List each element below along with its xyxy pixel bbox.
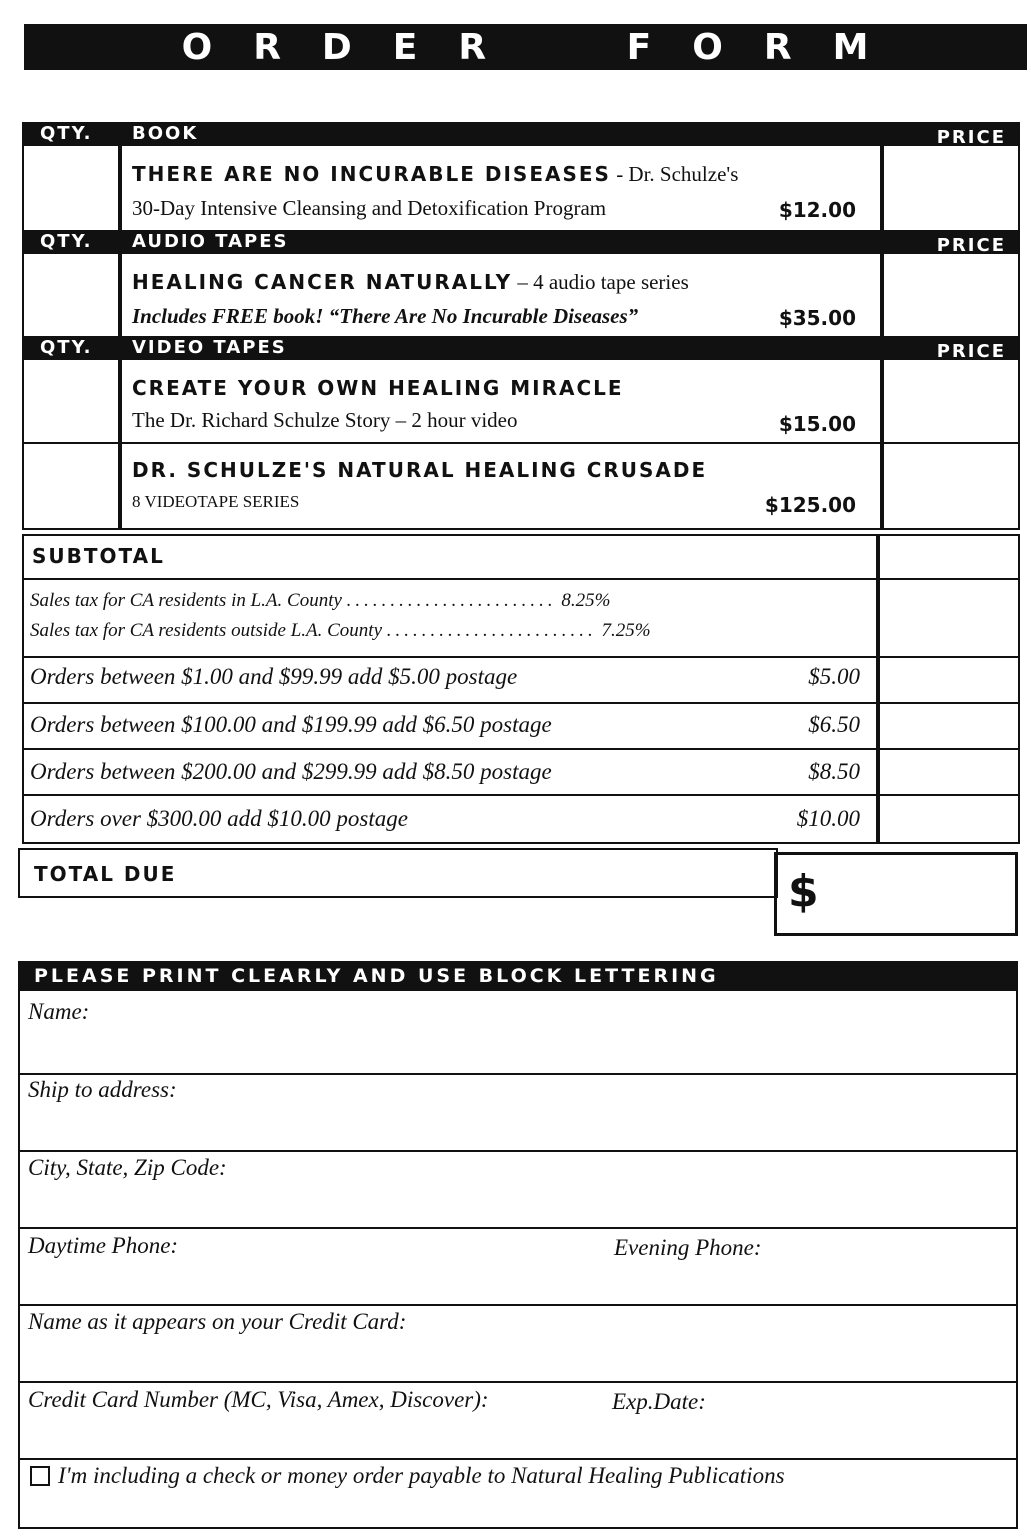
divider: [20, 1073, 1016, 1075]
tax-outside: Sales tax for CA residents outside L.A. County ........................ 7.25%: [30, 620, 651, 641]
qty-label: QTY.: [40, 231, 93, 252]
dollar-sign: $: [788, 866, 819, 917]
category-label: AUDIO TAPES: [132, 231, 289, 252]
audio-header: [22, 230, 1020, 254]
shipping-option: Orders between $200.00 and $299.99 add $8.50 postage $8.50: [30, 759, 860, 784]
check-payment-label: I'm including a check or money order payable to Natural Healing Publications: [58, 1463, 785, 1488]
qty-field-video2[interactable]: [22, 442, 122, 530]
item-desc: Includes FREE book! “There Are No Incurable Diseases”: [132, 304, 639, 328]
divider: [20, 1458, 1016, 1460]
divider: [20, 1381, 1016, 1383]
shipping-field[interactable]: [876, 794, 1020, 844]
item-price: $35.00: [778, 306, 856, 330]
customer-header-text: PLEASE PRINT CLEARLY AND USE BLOCK LETTERING: [34, 965, 719, 987]
shipping-field[interactable]: [876, 656, 1020, 704]
order-table: [22, 122, 1020, 917]
shipping-option: Orders over $300.00 add $10.00 postage $10.00: [30, 806, 860, 831]
item-desc: 8 VIDEOTAPE SERIES: [132, 492, 300, 511]
item-price: $125.00: [764, 493, 856, 517]
customer-header: [20, 963, 1016, 991]
item-desc: 30-Day Intensive Cleansing and Detoxification Program: [132, 196, 607, 220]
tax-field[interactable]: [876, 578, 1020, 658]
divider: [20, 1227, 1016, 1229]
total-label: TOTAL DUE: [34, 862, 177, 886]
price-label: PRICE: [936, 341, 1006, 362]
item-price: $15.00: [778, 412, 856, 436]
item-title: HEALING CANCER NATURALLY – 4 audio tape series: [132, 270, 689, 294]
qty-field-video1[interactable]: [22, 358, 122, 444]
address-field[interactable]: Ship to address:: [28, 1077, 177, 1102]
subtotal-label: SUBTOTAL: [32, 544, 165, 568]
exp-date-field[interactable]: Exp.Date:: [612, 1389, 706, 1414]
page-title: ORDER FORM: [181, 26, 910, 68]
video-header: [22, 336, 1020, 360]
qty-label: QTY.: [40, 123, 93, 144]
price-field-book[interactable]: [880, 144, 1020, 232]
subtotal-field[interactable]: [876, 534, 1020, 580]
price-field-video2[interactable]: [880, 442, 1020, 530]
item-title: CREATE YOUR OWN HEALING MIRACLE: [132, 376, 624, 400]
qty-field-audio[interactable]: [22, 252, 122, 338]
price-label: PRICE: [936, 127, 1006, 148]
price-field-video1[interactable]: [880, 358, 1020, 444]
price-label: PRICE: [936, 235, 1006, 256]
category-label: VIDEO TAPES: [132, 337, 287, 358]
book-header: [22, 122, 1020, 146]
evening-phone-field[interactable]: Evening Phone:: [614, 1235, 762, 1260]
qty-field-book[interactable]: [22, 144, 122, 232]
item-title: THERE ARE NO INCURABLE DISEASES - Dr. Schulze's: [132, 162, 739, 186]
daytime-phone-field[interactable]: Daytime Phone:: [28, 1233, 179, 1258]
shipping-field[interactable]: [876, 702, 1020, 750]
divider: [20, 1304, 1016, 1306]
name-field[interactable]: Name:: [28, 999, 90, 1024]
category-label: BOOK: [132, 123, 199, 144]
item-desc: The Dr. Richard Schulze Story – 2 hour video: [132, 408, 518, 432]
qty-label: QTY.: [40, 337, 93, 358]
card-name-field[interactable]: Name as it appears on your Credit Card:: [28, 1309, 407, 1334]
check-payment-checkbox[interactable]: [30, 1466, 50, 1486]
shipping-option: Orders between $100.00 and $199.99 add $6.50 postage $6.50: [30, 712, 860, 737]
shipping-field[interactable]: [876, 748, 1020, 796]
item-title: DR. SCHULZE'S NATURAL HEALING CRUSADE: [132, 458, 708, 482]
shipping-option: Orders between $1.00 and $99.99 add $5.00 postage $5.00: [30, 664, 860, 689]
price-field-audio[interactable]: [880, 252, 1020, 338]
card-number-field[interactable]: Credit Card Number (MC, Visa, Amex, Discover):: [28, 1387, 489, 1412]
city-state-zip-field[interactable]: City, State, Zip Code:: [28, 1155, 227, 1180]
tax-la: Sales tax for CA residents in L.A. County ........................ 8.25%: [30, 590, 611, 611]
title-bar: [24, 24, 1027, 70]
customer-info-section: [18, 961, 1018, 1529]
item-price: $12.00: [778, 198, 856, 222]
divider: [20, 1150, 1016, 1152]
